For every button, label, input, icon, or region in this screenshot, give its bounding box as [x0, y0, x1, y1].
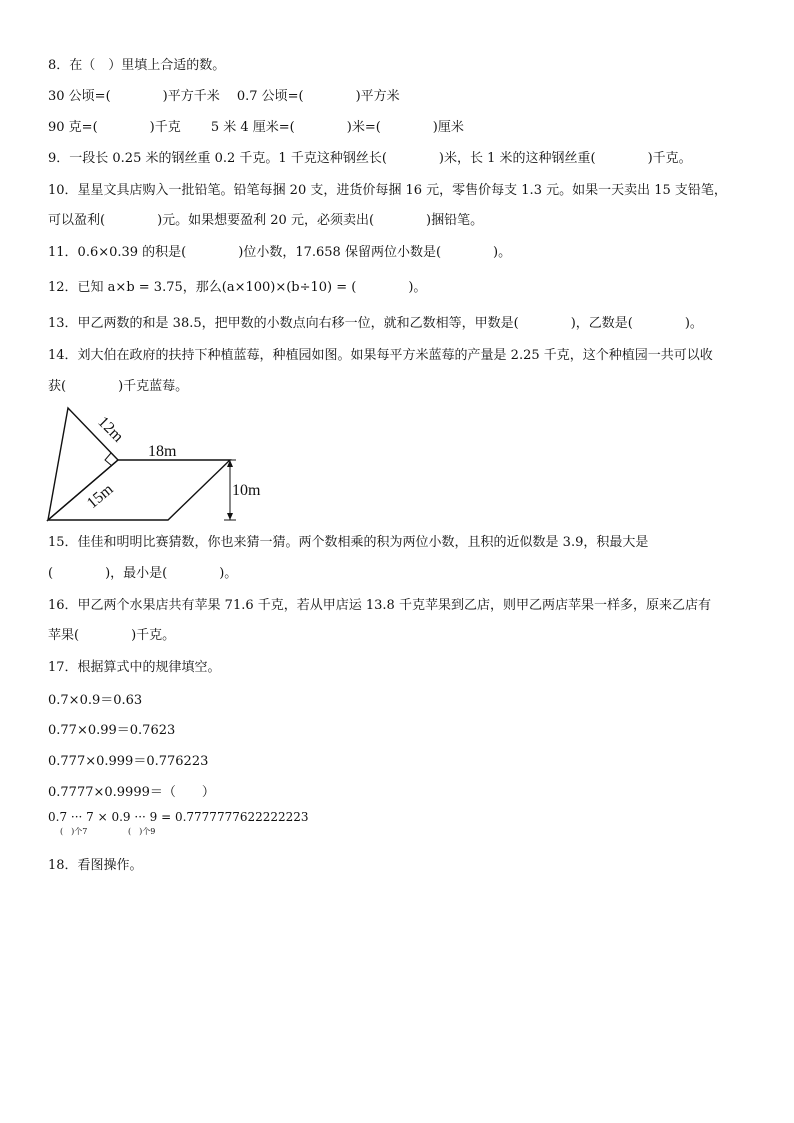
q17-eq4: 0.7777×0.9999＝（ ） [48, 785, 215, 800]
parallelogram-part [48, 460, 230, 520]
q18-title: 18．看图操作。 [48, 858, 143, 873]
arrow-up [227, 460, 233, 467]
q17-title: 17．根据算式中的规律填空。 [48, 660, 221, 675]
label-12m: 12m [94, 413, 127, 446]
q8-title: 8．在（ ）里填上合适的数。 [48, 58, 226, 73]
q8-line1: 30 公顷=( )平方千米 0.7 公顷=( )平方米 [48, 89, 400, 104]
q17-eq5 [48, 810, 309, 836]
q14-line2: 获( )千克蓝莓。 [48, 379, 189, 394]
q17-eq5-sub1: ( )个7 [60, 827, 88, 836]
q16-line1: 16．甲乙两个水果店共有苹果 71.6 千克，若从甲店运 13.8 千克苹果到乙店，则甲乙两店苹果一样多，原来乙店有 [48, 598, 711, 613]
q11: 11．0.6×0.39 的积是( )位小数，17.658 保留两位小数是( )。 [48, 245, 512, 260]
arrow-down [227, 513, 233, 520]
q15-line2: ( )，最小是( )。 [48, 566, 238, 581]
q12: 12．已知 a×b = 3.75，那么(a×100)×(b÷10) = ( )。 [48, 280, 427, 295]
q10-line2: 可以盈利( )元。如果想要盈利 20 元，必须卖出( )捆铅笔。 [48, 213, 484, 228]
q17-eq5-sub2: ( )个9 [128, 827, 156, 836]
plantation-figure [40, 400, 280, 528]
q17-eq5-text: 0.7 ··· 7 × 0.9 ··· 9 = 0.7777777622222223 [48, 810, 309, 824]
q17-eq1: 0.7×0.9＝0.63 [48, 693, 143, 708]
q10-line1: 10．星星文具店购入一批铅笔。铅笔每捆 20 支，进货价每捆 16 元，零售价每支 1.3 元。如果一天卖出 15 支铅笔， [48, 183, 727, 198]
q13: 13．甲乙两数的和是 38.5，把甲数的小数点向右移一位，就和乙数相等，甲数是( )，乙数是( )。 [48, 316, 703, 331]
q15-line1: 15．佳佳和明明比赛猜数，你也来猜一猜。两个数相乘的积为两位小数，且积的近似数是 3.9，积最大是 [48, 535, 649, 550]
q17-eq2: 0.77×0.99＝0.7623 [48, 723, 176, 738]
q8-line2: 90 克=( )千克 5 米 4 厘米=( )米=( )厘米 [48, 120, 464, 135]
q16-line2: 苹果( )千克。 [48, 628, 176, 643]
label-15m: 15m [83, 480, 117, 513]
label-10m: 10m [232, 482, 261, 499]
q9: 9．一段长 0.25 米的钢丝重 0.2 千克。1 千克这种钢丝长( )米，长 1 米的这种钢丝重( )千克。 [48, 151, 692, 166]
q14-line1: 14．刘大伯在政府的扶持下种植蓝莓，种植园如图。如果每平方米蓝莓的产量是 2.25 千克，这个种植园一共可以收 [48, 348, 713, 363]
q17-eq3: 0.777×0.999＝0.776223 [48, 754, 209, 769]
label-18m: 18m [148, 443, 177, 460]
right-angle-mark [105, 453, 112, 466]
